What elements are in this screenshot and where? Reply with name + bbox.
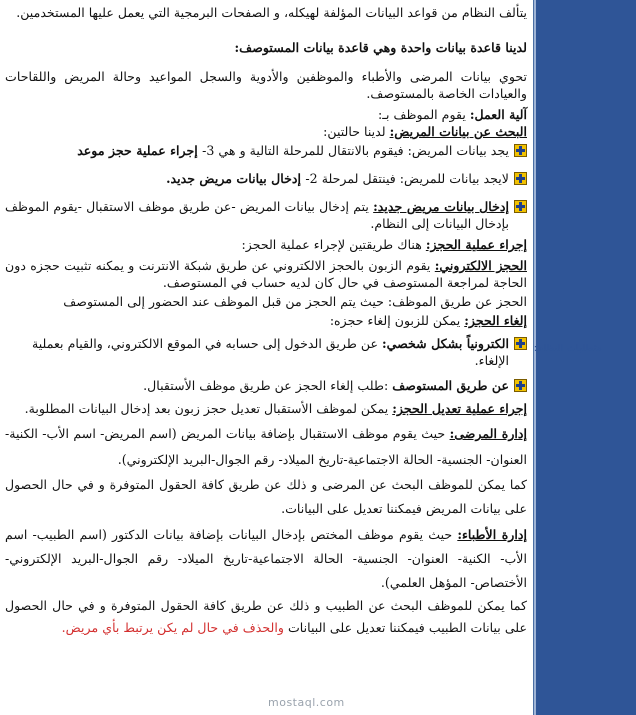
paragraph-workflow — [5, 106, 527, 123]
paragraph-edit-booking — [5, 400, 527, 417]
patients-admin-label: إدارة المرضى: — [449, 426, 528, 441]
plus-bullet-icon — [514, 200, 527, 213]
edit-booking-label: إجراء عملية تعديل الحجز: — [392, 401, 527, 416]
not-found-bold: إدخال بيانات مريض جديد. — [166, 171, 306, 186]
workflow-label: آلية العمل: — [469, 107, 527, 122]
list-item-not-found — [5, 170, 527, 187]
list-item-cancel-online — [5, 335, 527, 369]
cancel-clinic-label: عن طريق المستوصف — [392, 378, 509, 393]
paragraph-doctors-search — [5, 595, 527, 639]
workflow-text: يقوم الموظف بـ: — [378, 107, 470, 122]
booking-label: إجراء عملية الحجز: — [425, 237, 527, 252]
booking-text: هناك طريقتين لإجراء عملية الحجز: — [241, 237, 426, 252]
search-text: لدينا حالتين: — [323, 124, 390, 139]
new-patient-label: إدخال بيانات مريض جديد: — [373, 199, 509, 214]
paragraph-cancel — [5, 312, 527, 329]
list-item-new-patient — [5, 198, 527, 232]
plus-bullet-icon — [514, 144, 527, 157]
paragraph-patients-search: كما يمكن للموظف البحث عن المرضى و ذلك عن طريق كافة الحقول المتوفرة و في حال الحصول على بيانات المريض فيمكننا تعديل على البيانات. — [5, 477, 527, 516]
doctors-delete-text: والحذف في حال لم يكن يرتبط بأي مريض. — [61, 620, 284, 635]
cancel-label: إلغاء الحجز: — [464, 313, 527, 328]
side-label: متطلبات النظام: — [533, 343, 602, 354]
doctors-search-text: كما يمكن للموظف البحث عن الطبيب و ذلك عن طريق كافة الحقول المتوفرة و في حال الحصول على بيانات الطبيب فيمكننا تعديل على البيانات — [5, 598, 527, 635]
plus-bullet-icon — [514, 379, 527, 392]
paragraph-doctors-admin — [5, 523, 527, 595]
patients-admin-text: حيث يقوم موظف الاستقبال بإضافة بيانات المريض (اسم المريض- اسم الأب- الكنية- العنوان- الجنسية- الحالة الاجتماعية-تاريخ الميلاد- رقم الجوال-البريد الإلكتروني). — [5, 426, 527, 467]
paragraph-search — [5, 123, 527, 140]
cancel-online-text: عن طريق الدخول إلى حسابه في الموقع الالكتروني، والقيام بعملية الإلغاء. — [31, 336, 509, 368]
list-item-found — [5, 142, 527, 159]
list-item-cancel-clinic — [5, 377, 527, 394]
paragraph-intro: يتألف النظام من قواعد البيانات المؤلفة لهيكله، و الصفحات البرمجية التي يعمل عليها المستخدمين. — [16, 5, 527, 20]
doctors-admin-label: إدارة الأطباء: — [457, 527, 527, 542]
edit-booking-text: يمكن لموظف الأستقبال تعديل حجز زبون بعد إدخال البيانات المطلوبة. — [24, 401, 393, 416]
document-body — [5, 4, 527, 639]
paragraph-staff-booking: الحجز عن طريق الموظف: حيث يتم الحجز من قبل الموظف عند الحضور إلى المستوصف — [63, 294, 527, 309]
side-bar — [536, 0, 636, 715]
search-label: البحث عن بيانات المريض: — [389, 124, 527, 139]
online-booking-label: الحجز الالكتروني: — [434, 258, 527, 273]
paragraph-booking — [5, 236, 527, 253]
paragraph-database-contents: تحوي بيانات المرضى والأطباء والموظفين والأدوية والسجل المواعيد وحالة المريض واللقاحات والعيادات الخاصة بالمستوصف. — [5, 69, 527, 101]
cancel-clinic-text: :طلب إلغاء الحجز عن طريق موظف الأستقبال. — [143, 378, 393, 393]
plus-bullet-icon — [514, 172, 527, 185]
watermark: mostaql.com — [268, 696, 345, 709]
found-bold: إجراء عملية حجز موعد — [77, 143, 203, 158]
not-found-text: لايجد بيانات للمريض: فينتقل لمرحلة 2- — [305, 171, 509, 186]
cancel-online-label: الكترونياً بشكل شخصي: — [381, 336, 509, 351]
paragraph-patients-admin — [5, 421, 527, 473]
cancel-text: يمكن للزبون إلغاء حجزه: — [329, 313, 465, 328]
found-text: يجد بيانات المريض: فيقوم بالانتقال للمرحلة التالية و هي 3- — [202, 143, 509, 158]
paragraph-online-booking — [5, 257, 527, 291]
online-booking-text: يقوم الزبون بالحجز الالكتروني عن طريق شبكة الانترنت و يمكنه تثبيت حجزه دون الحاجة لمراجعة المستوصف في حال كان لديه حساب في المستوصف. — [5, 258, 527, 290]
heading-database: لدينا قاعدة بيانات واحدة وهي قاعدة بيانات المستوصف: — [234, 40, 527, 55]
doctors-admin-text: حيث يقوم موظف المختص بإدخال البيانات بإضافة بيانات الدكتور (اسم الطبيب- اسم الأب- الكنية- العنوان- الجنسية- الحالة الاجتماعية-تاريخ الميلاد- رقم الجوال-البريد الإلكتروني-الأختصاص- المؤهل العلمي). — [5, 527, 527, 590]
plus-bullet-icon — [514, 337, 527, 350]
new-patient-text: يتم إدخال بيانات المريض -عن طريق موظف الاستقبال -يقوم الموظف بإدخال البيانات إلى النظام. — [5, 199, 509, 231]
